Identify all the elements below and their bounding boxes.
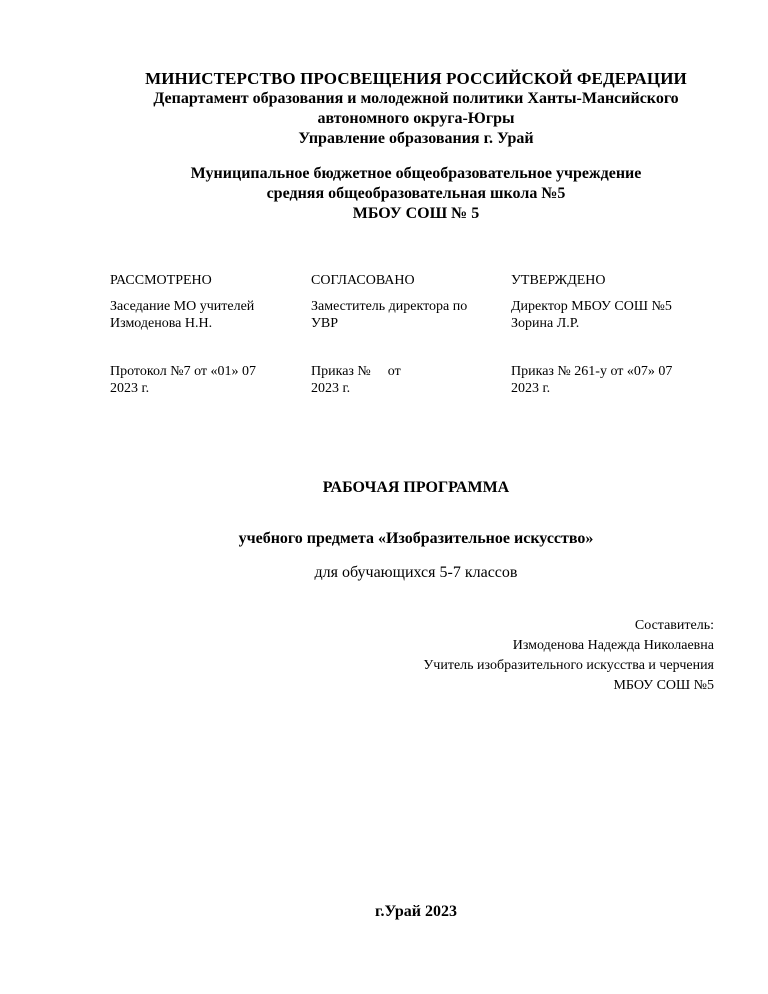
approval-line-2: Зорина Л.Р. bbox=[511, 316, 580, 331]
approval-agreed bbox=[311, 272, 491, 332]
department-line-2: автономного округа-Югры bbox=[317, 110, 515, 127]
ministry-title: МИНИСТЕРСТВО ПРОСВЕЩЕНИЯ РОССИЙСКОЙ ФЕДЕРАЦИИ bbox=[145, 69, 687, 88]
school-name-block bbox=[60, 164, 768, 224]
approval-line-1: Директор МБОУ СОШ №5 bbox=[511, 299, 672, 314]
composer-block bbox=[423, 616, 714, 696]
protocol-line-2: 2023 г. bbox=[110, 381, 150, 396]
approval-reviewed bbox=[110, 272, 290, 332]
approval-label: УТВЕРЖДЕНО bbox=[511, 273, 606, 288]
composer-label: Составитель: bbox=[634, 618, 714, 633]
program-title: РАБОЧАЯ ПРОГРАММА bbox=[322, 479, 510, 496]
approval-approved bbox=[511, 272, 711, 332]
approval-line-2: УВР bbox=[311, 316, 339, 331]
program-audience: для обучающихся 5-7 классов bbox=[314, 564, 518, 581]
school-short-name: МБОУ СОШ № 5 bbox=[352, 205, 480, 222]
approval-label: СОГЛАСОВАНО bbox=[311, 273, 415, 288]
protocol-agreed bbox=[311, 363, 491, 397]
composer-name: Измоденова Надежда Николаевна bbox=[512, 638, 714, 653]
program-subject: учебного предмета «Изобразительное искусство» bbox=[238, 530, 594, 547]
document-header bbox=[60, 69, 768, 149]
protocol-line-1: Приказ № 261-у от «07» 07 bbox=[511, 364, 673, 379]
protocol-line-2: 2023 г. bbox=[511, 381, 551, 396]
administration-line: Управление образования г. Урай bbox=[298, 130, 534, 147]
school-line-2: средняя общеобразовательная школа №5 bbox=[266, 185, 566, 202]
protocol-approved bbox=[511, 363, 711, 397]
approval-label: РАССМОТРЕНО bbox=[110, 273, 212, 288]
approval-line-1: Заседание МО учителей bbox=[110, 299, 255, 314]
composer-position: Учитель изобразительного искусства и черчения bbox=[423, 658, 714, 673]
protocol-line-2: 2023 г. bbox=[311, 381, 351, 396]
order-number-label: Приказ № bbox=[311, 364, 371, 379]
approval-line-2: Измоденова Н.Н. bbox=[110, 316, 213, 331]
composer-school: МБОУ СОШ №5 bbox=[613, 678, 714, 693]
approval-line-1: Заместитель директора по bbox=[311, 299, 468, 314]
department-line-1: Департамент образования и молодежной политики Ханты-Мансийского bbox=[153, 90, 679, 107]
protocol-reviewed bbox=[110, 363, 290, 397]
school-line-1: Муниципальное бюджетное общеобразовательное учреждение bbox=[190, 165, 642, 182]
protocol-line-1 bbox=[311, 363, 491, 380]
protocol-line-1: Протокол №7 от «01» 07 bbox=[110, 364, 257, 379]
order-date-label: от bbox=[387, 364, 401, 379]
city-year: г.Урай 2023 bbox=[374, 903, 457, 920]
